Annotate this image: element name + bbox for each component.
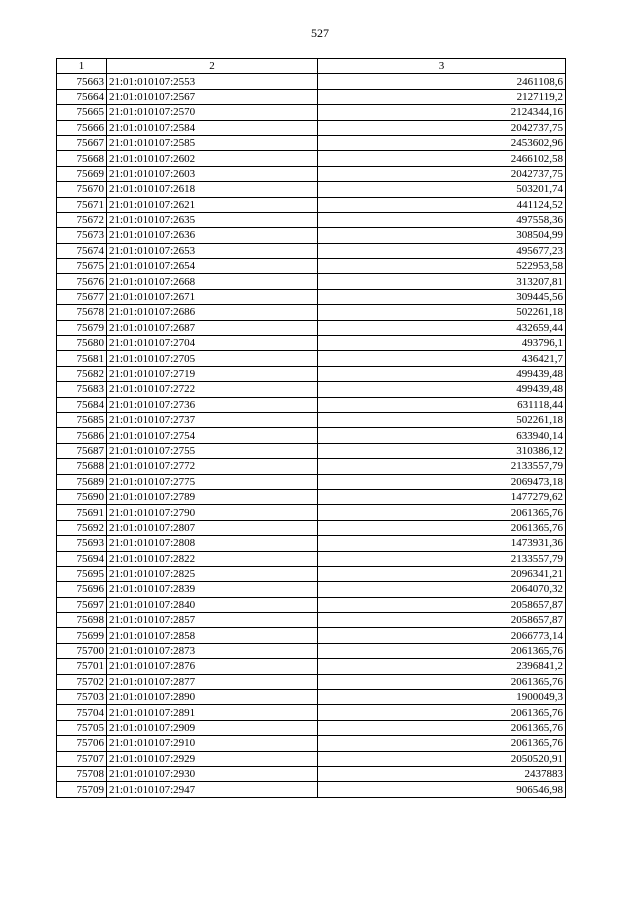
cadastral-number-cell: 21:01:010107:2929 <box>107 751 318 766</box>
value-cell: 2061365,76 <box>318 643 566 658</box>
cadastral-number-cell: 21:01:010107:2671 <box>107 289 318 304</box>
table-row <box>57 336 566 351</box>
value-cell: 906546,98 <box>318 782 566 797</box>
table-row <box>57 443 566 458</box>
table-row <box>57 474 566 489</box>
table-row <box>57 690 566 705</box>
table-row <box>57 782 566 797</box>
table-row <box>57 182 566 197</box>
row-number-cell: 75696 <box>57 582 107 597</box>
table-row <box>57 228 566 243</box>
cadastral-number-cell: 21:01:010107:2704 <box>107 336 318 351</box>
table-row <box>57 120 566 135</box>
table-row <box>57 382 566 397</box>
value-cell: 2061365,76 <box>318 674 566 689</box>
row-number-cell: 75704 <box>57 705 107 720</box>
table-row <box>57 166 566 181</box>
table-row <box>57 274 566 289</box>
table-row <box>57 659 566 674</box>
cadastral-number-cell: 21:01:010107:2754 <box>107 428 318 443</box>
row-number-cell: 75676 <box>57 274 107 289</box>
column-header-2: 2 <box>107 59 318 74</box>
row-number-cell: 75700 <box>57 643 107 658</box>
cadastral-number-cell: 21:01:010107:2585 <box>107 135 318 150</box>
row-number-cell: 75701 <box>57 659 107 674</box>
cadastral-number-cell: 21:01:010107:2909 <box>107 720 318 735</box>
table-row <box>57 135 566 150</box>
cadastral-number-cell: 21:01:010107:2947 <box>107 782 318 797</box>
value-cell: 2396841,2 <box>318 659 566 674</box>
cadastral-number-cell: 21:01:010107:2808 <box>107 536 318 551</box>
cadastral-number-cell: 21:01:010107:2654 <box>107 259 318 274</box>
table-row <box>57 151 566 166</box>
value-cell: 502261,18 <box>318 305 566 320</box>
table-header-row <box>57 59 566 74</box>
cadastral-number-cell: 21:01:010107:2858 <box>107 628 318 643</box>
table-row <box>57 489 566 504</box>
cadastral-number-cell: 21:01:010107:2755 <box>107 443 318 458</box>
value-cell: 2061365,76 <box>318 736 566 751</box>
table-row <box>57 643 566 658</box>
cadastral-number-cell: 21:01:010107:2567 <box>107 89 318 104</box>
value-cell: 2064070,32 <box>318 582 566 597</box>
row-number-cell: 75681 <box>57 351 107 366</box>
value-cell: 2466102,58 <box>318 151 566 166</box>
row-number-cell: 75689 <box>57 474 107 489</box>
page-number: 527 <box>311 26 329 40</box>
cadastral-number-cell: 21:01:010107:2668 <box>107 274 318 289</box>
table-row <box>57 566 566 581</box>
value-cell: 631118,44 <box>318 397 566 412</box>
value-cell: 1477279,62 <box>318 489 566 504</box>
row-number-cell: 75686 <box>57 428 107 443</box>
row-number-cell: 75683 <box>57 382 107 397</box>
value-cell: 2066773,14 <box>318 628 566 643</box>
value-cell: 2133557,79 <box>318 551 566 566</box>
cadastral-number-cell: 21:01:010107:2890 <box>107 690 318 705</box>
row-number-cell: 75674 <box>57 243 107 258</box>
value-cell: 441124,52 <box>318 197 566 212</box>
value-cell: 1900049,3 <box>318 690 566 705</box>
cadastral-number-cell: 21:01:010107:2910 <box>107 736 318 751</box>
column-header-3: 3 <box>318 59 566 74</box>
cadastral-number-cell: 21:01:010107:2825 <box>107 566 318 581</box>
value-cell: 502261,18 <box>318 412 566 427</box>
row-number-cell: 75697 <box>57 597 107 612</box>
value-cell: 499439,48 <box>318 382 566 397</box>
value-cell: 503201,74 <box>318 182 566 197</box>
table-row <box>57 736 566 751</box>
table-row <box>57 212 566 227</box>
row-number-cell: 75687 <box>57 443 107 458</box>
row-number-cell: 75690 <box>57 489 107 504</box>
row-number-cell: 75663 <box>57 74 107 89</box>
row-number-cell: 75682 <box>57 366 107 381</box>
cadastral-number-cell: 21:01:010107:2570 <box>107 105 318 120</box>
value-cell: 522953,58 <box>318 259 566 274</box>
value-cell: 309445,56 <box>318 289 566 304</box>
cadastral-number-cell: 21:01:010107:2789 <box>107 489 318 504</box>
table-row <box>57 428 566 443</box>
row-number-cell: 75699 <box>57 628 107 643</box>
value-cell: 2127119,2 <box>318 89 566 104</box>
cadastral-number-cell: 21:01:010107:2772 <box>107 459 318 474</box>
table-row <box>57 89 566 104</box>
table-row <box>57 582 566 597</box>
row-number-cell: 75705 <box>57 720 107 735</box>
value-cell: 2058657,87 <box>318 613 566 628</box>
value-cell: 432659,44 <box>318 320 566 335</box>
value-cell: 2061365,76 <box>318 705 566 720</box>
value-cell: 2096341,21 <box>318 566 566 581</box>
row-number-cell: 75669 <box>57 166 107 181</box>
table-row <box>57 551 566 566</box>
value-cell: 497558,36 <box>318 212 566 227</box>
value-cell: 2050520,91 <box>318 751 566 766</box>
row-number-cell: 75679 <box>57 320 107 335</box>
row-number-cell: 75678 <box>57 305 107 320</box>
table-row <box>57 505 566 520</box>
value-cell: 436421,7 <box>318 351 566 366</box>
row-number-cell: 75708 <box>57 766 107 781</box>
cadastral-number-cell: 21:01:010107:2737 <box>107 412 318 427</box>
value-cell: 2042737,75 <box>318 166 566 181</box>
cadastral-number-cell: 21:01:010107:2930 <box>107 766 318 781</box>
cadastral-number-cell: 21:01:010107:2584 <box>107 120 318 135</box>
table-row <box>57 320 566 335</box>
table-row <box>57 305 566 320</box>
row-number-cell: 75688 <box>57 459 107 474</box>
cadastral-number-cell: 21:01:010107:2877 <box>107 674 318 689</box>
table-row <box>57 536 566 551</box>
value-cell: 310386,12 <box>318 443 566 458</box>
value-cell: 2453602,96 <box>318 135 566 150</box>
row-number-cell: 75691 <box>57 505 107 520</box>
value-cell: 2061365,76 <box>318 505 566 520</box>
row-number-cell: 75665 <box>57 105 107 120</box>
value-cell: 2133557,79 <box>318 459 566 474</box>
row-number-cell: 75668 <box>57 151 107 166</box>
cadastral-number-cell: 21:01:010107:2686 <box>107 305 318 320</box>
value-cell: 2461108,6 <box>318 74 566 89</box>
table-row <box>57 366 566 381</box>
table-row <box>57 289 566 304</box>
row-number-cell: 75667 <box>57 135 107 150</box>
table-row <box>57 674 566 689</box>
cadastral-number-cell: 21:01:010107:2687 <box>107 320 318 335</box>
cadastral-number-cell: 21:01:010107:2653 <box>107 243 318 258</box>
table-body <box>57 74 566 797</box>
cadastral-number-cell: 21:01:010107:2840 <box>107 597 318 612</box>
table-row <box>57 613 566 628</box>
row-number-cell: 75677 <box>57 289 107 304</box>
data-table <box>56 58 566 798</box>
row-number-cell: 75664 <box>57 89 107 104</box>
row-number-cell: 75706 <box>57 736 107 751</box>
row-number-cell: 75709 <box>57 782 107 797</box>
cadastral-number-cell: 21:01:010107:2839 <box>107 582 318 597</box>
table-row <box>57 74 566 89</box>
table-row <box>57 197 566 212</box>
cadastral-number-cell: 21:01:010107:2722 <box>107 382 318 397</box>
cadastral-number-cell: 21:01:010107:2822 <box>107 551 318 566</box>
cadastral-number-cell: 21:01:010107:2636 <box>107 228 318 243</box>
value-cell: 308504,99 <box>318 228 566 243</box>
cadastral-number-cell: 21:01:010107:2857 <box>107 613 318 628</box>
value-cell: 2058657,87 <box>318 597 566 612</box>
table-row <box>57 597 566 612</box>
table-row <box>57 259 566 274</box>
value-cell: 495677,23 <box>318 243 566 258</box>
cadastral-number-cell: 21:01:010107:2807 <box>107 520 318 535</box>
value-cell: 313207,81 <box>318 274 566 289</box>
cadastral-number-cell: 21:01:010107:2736 <box>107 397 318 412</box>
cadastral-number-cell: 21:01:010107:2603 <box>107 166 318 181</box>
table-row <box>57 397 566 412</box>
table-row <box>57 412 566 427</box>
row-number-cell: 75680 <box>57 336 107 351</box>
value-cell: 633940,14 <box>318 428 566 443</box>
cadastral-number-cell: 21:01:010107:2876 <box>107 659 318 674</box>
value-cell: 2069473,18 <box>318 474 566 489</box>
row-number-cell: 75694 <box>57 551 107 566</box>
row-number-cell: 75675 <box>57 259 107 274</box>
cadastral-number-cell: 21:01:010107:2891 <box>107 705 318 720</box>
cadastral-number-cell: 21:01:010107:2705 <box>107 351 318 366</box>
cadastral-number-cell: 21:01:010107:2790 <box>107 505 318 520</box>
value-cell: 2042737,75 <box>318 120 566 135</box>
row-number-cell: 75671 <box>57 197 107 212</box>
cadastral-number-cell: 21:01:010107:2635 <box>107 212 318 227</box>
table-row <box>57 243 566 258</box>
cadastral-number-cell: 21:01:010107:2873 <box>107 643 318 658</box>
table-row <box>57 720 566 735</box>
value-cell: 499439,48 <box>318 366 566 381</box>
table-row <box>57 351 566 366</box>
row-number-cell: 75695 <box>57 566 107 581</box>
value-cell: 493796,1 <box>318 336 566 351</box>
table-row <box>57 628 566 643</box>
cadastral-number-cell: 21:01:010107:2618 <box>107 182 318 197</box>
table-row <box>57 705 566 720</box>
table-row <box>57 751 566 766</box>
table-row <box>57 459 566 474</box>
value-cell: 2061365,76 <box>318 720 566 735</box>
cadastral-number-cell: 21:01:010107:2775 <box>107 474 318 489</box>
cadastral-number-cell: 21:01:010107:2602 <box>107 151 318 166</box>
column-header-1: 1 <box>57 59 107 74</box>
row-number-cell: 75670 <box>57 182 107 197</box>
value-cell: 2124344,16 <box>318 105 566 120</box>
row-number-cell: 75693 <box>57 536 107 551</box>
table-row <box>57 105 566 120</box>
row-number-cell: 75685 <box>57 412 107 427</box>
row-number-cell: 75692 <box>57 520 107 535</box>
table-row <box>57 766 566 781</box>
row-number-cell: 75673 <box>57 228 107 243</box>
row-number-cell: 75672 <box>57 212 107 227</box>
row-number-cell: 75703 <box>57 690 107 705</box>
value-cell: 1473931,36 <box>318 536 566 551</box>
cadastral-number-cell: 21:01:010107:2719 <box>107 366 318 381</box>
row-number-cell: 75666 <box>57 120 107 135</box>
table-row <box>57 520 566 535</box>
row-number-cell: 75684 <box>57 397 107 412</box>
value-cell: 2061365,76 <box>318 520 566 535</box>
row-number-cell: 75702 <box>57 674 107 689</box>
value-cell: 2437883 <box>318 766 566 781</box>
cadastral-number-cell: 21:01:010107:2621 <box>107 197 318 212</box>
cadastral-number-cell: 21:01:010107:2553 <box>107 74 318 89</box>
table-header <box>57 59 566 74</box>
row-number-cell: 75707 <box>57 751 107 766</box>
row-number-cell: 75698 <box>57 613 107 628</box>
